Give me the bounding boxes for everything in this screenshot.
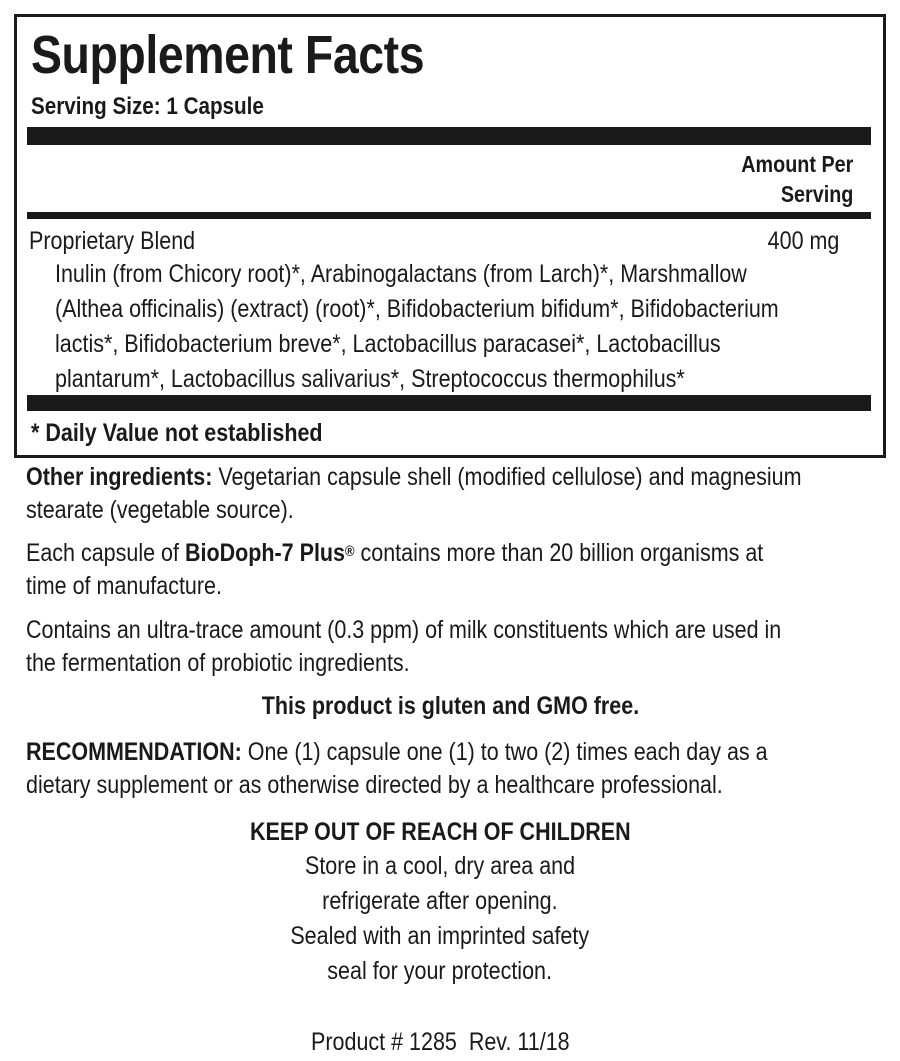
serving-size — [31, 93, 302, 121]
divider-medium — [27, 212, 871, 219]
product-number-text: Product # 1285 Rev. 11/18 — [310, 1028, 570, 1056]
capsule-info-suffix: contains more than 20 billion organisms at — [354, 539, 764, 567]
daily-value-note-text: * Daily Value not established — [31, 419, 323, 447]
facts-title-text: Supplement Facts — [31, 25, 425, 85]
milk-note-line: Contains an ultra-trace amount (0.3 ppm) of milk constituents which are used in — [26, 616, 782, 644]
supplement-facts-panel — [14, 14, 886, 458]
storage-line: refrigerate after opening. — [322, 887, 558, 915]
storage-line: seal for your protection. — [327, 957, 553, 985]
blend-ingredients-line: Inulin (from Chicory root)*, Arabinogalactans (from Larch)*, Marshmallow — [55, 260, 747, 288]
recommendation — [26, 736, 886, 802]
keep-out-of-reach-warning — [0, 814, 880, 850]
blend-ingredients — [55, 257, 885, 397]
divider-thick-bottom — [27, 395, 871, 411]
facts-title — [31, 25, 488, 85]
blend-amount: 400 mg — [767, 227, 839, 255]
gluten-gmo-note — [0, 690, 900, 722]
divider-thick-top — [27, 127, 871, 145]
product-number — [0, 1024, 880, 1060]
amount-per-serving-header — [723, 149, 853, 209]
amount-header-line2: Serving — [780, 181, 853, 207]
storage-instructions — [0, 848, 880, 988]
milk-note-line: the fermentation of probiotic ingredients. — [26, 649, 410, 677]
other-ingredients — [26, 461, 886, 527]
daily-value-note — [31, 417, 370, 449]
recommendation-text: One (1) capsule one (1) to two (2) times each day as a — [241, 738, 768, 766]
other-ingredients-label: Other ingredients: — [26, 463, 213, 491]
blend-ingredients-line: lactis*, Bifidobacterium breve*, Lactobacillus paracasei*, Lactobacillus — [55, 330, 721, 358]
recommendation-text: dietary supplement or as otherwise directed by a healthcare professional. — [26, 771, 723, 799]
product-name: BioDoph-7 Plus — [184, 539, 346, 567]
blend-name: Proprietary Blend — [29, 227, 196, 255]
gluten-gmo-note-text: This product is gluten and GMO free. — [261, 692, 639, 720]
capsule-info-line2: time of manufacture. — [26, 572, 222, 600]
capsule-info-prefix: Each capsule of — [26, 539, 185, 567]
storage-line: Store in a cool, dry area and — [304, 852, 576, 880]
serving-size-text: Serving Size: 1 Capsule — [31, 93, 264, 120]
capsule-info — [26, 537, 886, 603]
amount-header-line1: Amount Per — [740, 151, 853, 177]
blend-ingredients-line: (Althea officinalis) (extract) (root)*, Bifidobacterium bifidum*, Bifidobacterium — [55, 295, 779, 323]
milk-constituents-note — [26, 614, 886, 680]
other-ingredients-text: stearate (vegetable source). — [26, 496, 294, 524]
blend-ingredients-line: plantarum*, Lactobacillus salivarius*, Streptococcus thermophilus* — [55, 365, 685, 393]
warning-text: KEEP OUT OF REACH OF CHILDREN — [249, 818, 631, 846]
registered-mark: ® — [345, 543, 355, 560]
other-ingredients-text: Vegetarian capsule shell (modified cellulose) and magnesium — [212, 463, 802, 491]
recommendation-label: RECOMMENDATION: — [26, 738, 242, 766]
storage-line: Sealed with an imprinted safety — [290, 922, 590, 950]
